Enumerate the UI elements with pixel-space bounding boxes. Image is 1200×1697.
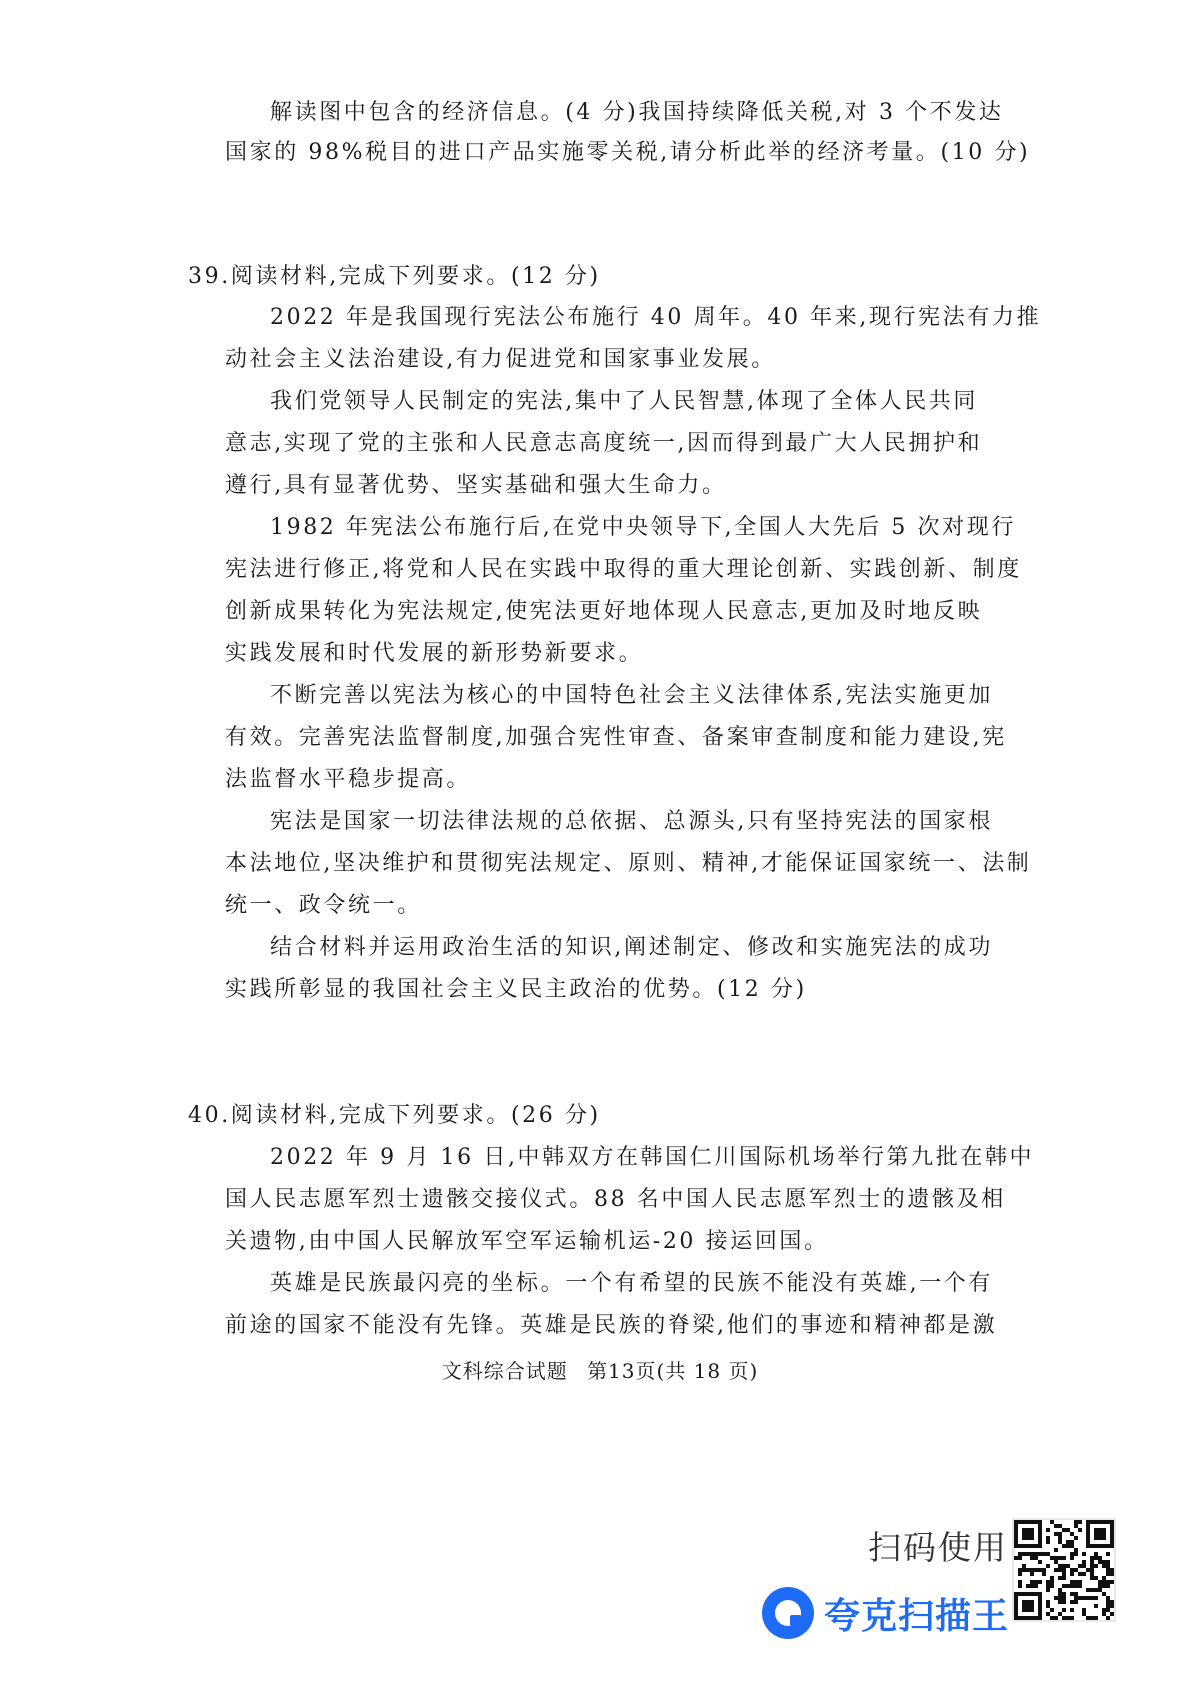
text-line-l16: 宪法是国家一切法律法规的总依据、总源头,只有坚持宪法的国家根 xyxy=(270,809,993,834)
footer-page-number: 第13页(共 18 页) xyxy=(587,1359,759,1383)
text-line-l17: 本法地位,坚决维护和贯彻宪法规定、原则、精神,才能保证国家统一、法制 xyxy=(225,851,1032,876)
text-line-l14: 有效。完善宪法监督制度,加强合宪性审查、备案审查制度和能力建设,宪 xyxy=(225,725,1007,750)
text-line-l23: 国人民志愿军烈士遗骸交接仪式。88 名中国人民志愿军烈士的遗骸及相 xyxy=(225,1187,1006,1212)
text-line-l08: 遵行,具有显著优势、坚实基础和强大生命力。 xyxy=(225,473,727,498)
page-footer xyxy=(0,1355,1200,1384)
text-line-l15: 法监督水平稳步提高。 xyxy=(225,767,472,792)
text-line-l09: 1982 年宪法公布施行后,在党中央领导下,全国人大先后 5 次对现行 xyxy=(270,515,1016,540)
text-line-l04: 2022 年是我国现行宪法公布施行 40 周年。40 年来,现行宪法有力推 xyxy=(270,305,1042,330)
text-line-l18: 统一、政令统一。 xyxy=(225,893,422,918)
text-line-l22: 2022 年 9 月 16 日,中韩双方在韩国仁川国际机场举行第九批在韩中 xyxy=(270,1145,1035,1170)
text-line-l05: 动社会主义法治建设,有力促进党和国家事业发展。 xyxy=(225,347,776,372)
text-line-l02: 国家的 98%税目的进口产品实施零关税,请分析此举的经济考量。(10 分) xyxy=(225,140,1031,165)
text-line-l20: 实践所彰显的我国社会主义民主政治的优势。(12 分) xyxy=(225,977,807,1002)
quark-logo-icon xyxy=(762,1587,814,1639)
text-line-l21: 40.阅读材料,完成下列要求。(26 分) xyxy=(188,1103,601,1128)
text-line-l25: 英雄是民族最闪亮的坐标。一个有希望的民族不能没有英雄,一个有 xyxy=(270,1271,993,1296)
text-line-l11: 创新成果转化为宪法规定,使宪法更好地体现人民意志,更加及时地反映 xyxy=(225,599,983,624)
text-line-l13: 不断完善以宪法为核心的中国特色社会主义法律体系,宪法实施更加 xyxy=(270,683,993,708)
footer-subject: 文科综合试题 xyxy=(441,1359,568,1383)
scan-prompt: 扫码使用 xyxy=(868,1528,1008,1567)
text-line-l19: 结合材料并运用政治生活的知识,阐述制定、修改和实施宪法的成功 xyxy=(270,935,993,960)
scanner-brand-name: 夸克扫描王 xyxy=(824,1595,1010,1637)
qr-code-icon[interactable] xyxy=(1012,1518,1116,1622)
scanner-brand[interactable] xyxy=(762,1585,1009,1641)
text-line-l06: 我们党领导人民制定的宪法,集中了人民智慧,体现了全体人民共同 xyxy=(270,389,978,414)
text-line-l12: 实践发展和时代发展的新形势新要求。 xyxy=(225,641,644,666)
text-line-l24: 关遗物,由中国人民解放军空军运输机运-20 接运回国。 xyxy=(225,1229,829,1254)
text-line-l07: 意志,实现了党的主张和人民意志高度统一,因而得到最广大人民拥护和 xyxy=(225,431,983,456)
text-line-l03: 39.阅读材料,完成下列要求。(12 分) xyxy=(188,264,601,289)
text-line-l01: 解读图中包含的经济信息。(4 分)我国持续降低关税,对 3 个不发达 xyxy=(270,100,1004,125)
text-line-l26: 前途的国家不能没有先锋。英雄是民族的脊梁,他们的事迹和精神都是激 xyxy=(225,1313,998,1338)
text-line-l10: 宪法进行修正,将党和人民在实践中取得的重大理论创新、实践创新、制度 xyxy=(225,557,1022,582)
